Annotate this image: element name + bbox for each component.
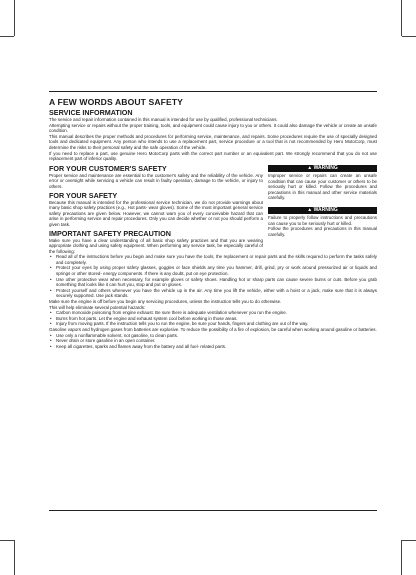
service-info-paragraph: The service and repair information contained in this manual is intended for use by qualified, professional technicians.	[49, 117, 278, 122]
gasoline-paragraph: Gasoline vapors and hydrogen gases from batteries are explosive. To reduce the possibility of a fire of explosion, be careful when working around gasoline or batteries.	[49, 327, 377, 332]
engine-off-paragraph: Make sure the engine is off before you begin any servicing procedures, unless the instruction tells you to do otherwise.	[49, 299, 282, 305]
warning-header	[268, 165, 377, 172]
warning-box	[268, 207, 377, 238]
your-safety-heading: FOR YOUR SAFETY	[49, 190, 118, 200]
crop-mark-bottom-left-h	[0, 540, 14, 541]
left-column	[49, 163, 263, 255]
crop-mark-top-left-h	[0, 36, 14, 37]
service-info-paragraph: Attempting service or repairs without the proper training, tools, and equipment could cause injury to you or others. It could also damage the vehicle or create an unsafe condition.	[49, 122, 377, 134]
list-item: • Use other protective wear when necessary, for example gloves or safety shoes. Handling hot or sharp parts can cause severe burns or cuts. Before you grab something that looks like it can hurt you, stop and put on gloves.	[49, 277, 377, 288]
list-item: • Keep all cigarettes, sparks and flames away from the battery and all fuel- related parts.	[49, 344, 377, 350]
two-column-section	[49, 163, 377, 255]
hazard-list	[49, 310, 377, 327]
warning-box	[268, 165, 377, 201]
list-item: • Protect yourself and others whenever you have the vehicle up in the air. Any time you lift the vehicle, either with a hoist or a jack, make sure that it is always securely supported. Use jack stands.	[49, 288, 377, 299]
warning-text: Improper service or repairs can create an unsafe condition that can cause your customer or others to be seriously hurt or killed. Follow the procedures and precautions in this manual and other service materials carefully.	[268, 173, 377, 201]
warning-text: Failure to properly follow instructions and precautions can cause you to be seriously hurt or killed.	[268, 215, 377, 226]
gasoline-list	[49, 333, 377, 350]
warning-label: WARNING	[313, 164, 338, 171]
list-item: • Carbon monoxide poisoning from engine exhaust. Be sure there is adequate ventilation whenever you run the engine.	[49, 310, 377, 316]
right-column	[268, 163, 377, 238]
page-content	[49, 97, 377, 349]
service-info-paragraph: If you need to replace a part, use genuine Hero MotoCorp parts with the correct part number or an equivalent part. We strongly recommend that you do not use replacement part of inferior quality.	[49, 150, 377, 162]
list-item: • Injury from moving parts. If the instruction tells you to run the engine, be sure your hands, fingers and clothing are out of the way.	[49, 321, 377, 327]
warning-label: WARNING	[313, 206, 338, 213]
crop-mark-bottom-right	[401, 540, 402, 575]
list-item: • Read all of the instructions before you begin and make sure you have the tools, the replacement or repair parts and the skills required to perform the tasks safely and completely.	[49, 254, 377, 265]
crop-mark-top-right-h	[402, 36, 416, 37]
warning-text: Follow the procedures and precautions in this manual carefully.	[268, 226, 377, 237]
your-safety-paragraph: Because this manual is intended for the professional service technician, we do not provide warnings about many basic shop safety practices (e.g., Hot parts- wear gloves). Some of the most important general service safety precautions are given below. However, we cannot warn you of every conceivable hazard that can arise in performing service and repair procedures. Only you can decide whether or not you should perform a given task.	[49, 199, 263, 227]
list-item: • Never drain or store gasoline in an open container.	[49, 338, 377, 344]
list-item: • Burns from hot parts. Let the engine and exhaust system cool before working in those areas.	[49, 316, 377, 322]
crop-mark-top-left	[14, 0, 15, 36]
list-item: • Protect your eyes by using proper safety glasses, goggles or face shields any time you hammer, drill, grind, pry or work around pressurized air or liquids and springs or other stored- energy components. If there is any doubt, put on eye protection.	[49, 265, 377, 276]
list-item: • Use only a nonflammable solvent, not gasoline, to clean parts.	[49, 333, 377, 339]
warning-triangle-icon: ▲	[307, 206, 313, 213]
precaution-list	[49, 254, 377, 299]
crop-mark-top-right	[401, 0, 402, 36]
bottom-rule	[49, 510, 377, 511]
important-precaution-heading: IMPORTANT SAFETY PRECAUTION	[49, 228, 171, 238]
service-info-heading: SERVICE INFORMATION	[49, 108, 133, 117]
warning-header	[268, 207, 377, 214]
page-title: A FEW WORDS ABOUT SAFETY	[49, 97, 184, 107]
crop-mark-bottom-left	[14, 540, 15, 575]
warning-triangle-icon: ▲	[307, 164, 313, 171]
important-intro-paragraph: Make sure you have a clear understanding of all basic shop safety practices and that you are wearing appropriate clothing and using safety equipment. When performing any service task, be especially careful of the following:	[49, 237, 263, 254]
top-rule	[49, 91, 377, 92]
customer-safety-paragraph: Proper service and maintenance are essential to the customer's safety and the reliability of the vehicle. Any error or oversight while servicing a vehicle can result in faulty operation, damage to the vehicle, or injury to others.	[49, 172, 263, 189]
customer-safety-heading: FOR YOUR CUSTOMER'S SAFETY	[49, 163, 167, 173]
crop-mark-bottom-right-h	[402, 540, 416, 541]
service-info-paragraph: This manual describes the proper methods and procedures for performing service, maintenance, and repairs. Some procedures require the use of specially designed tools and dedicated equipment. Any person who intends to use a replacement part, service procedure or a tool that is not recommended by Hero MotoCorp, must determine the risks to their personal safety and the safe operation of the vehicle.	[49, 133, 377, 150]
hazards-intro-paragraph: This will help eliminate several potential hazards:	[49, 304, 146, 310]
